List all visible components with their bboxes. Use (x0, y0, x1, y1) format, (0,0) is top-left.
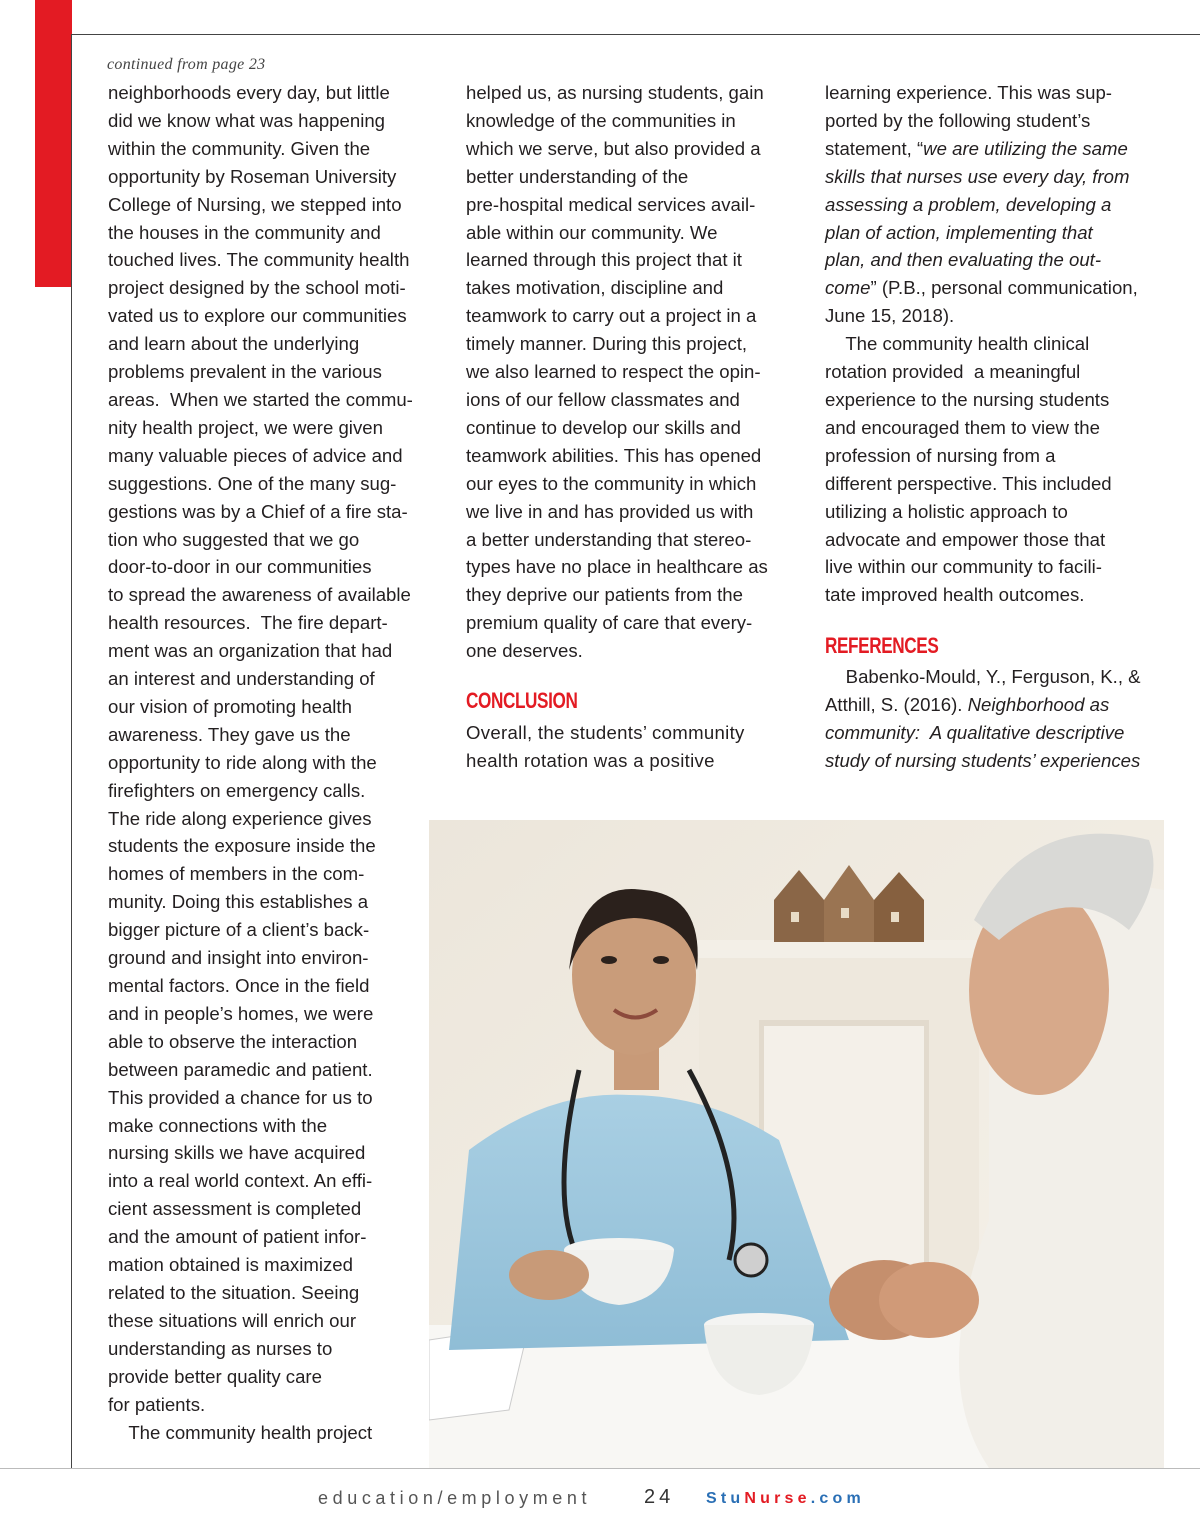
text-line: live within our community to facili- (825, 556, 1102, 578)
text-line: munity. Doing this establishes a (108, 891, 369, 913)
text-line: tate improved health outcomes. (825, 584, 1085, 606)
text-line: timely manner. During this project, (466, 333, 748, 355)
reference-title: Neighborhood as (967, 693, 1110, 715)
text-span: Atthill, S. (2016). (825, 693, 968, 715)
citation-text: ” (P.B., personal communication, (870, 277, 1138, 299)
text-line: firefighters on emergency calls. (108, 779, 366, 801)
text-line: premium quality of care that every- (466, 612, 753, 634)
text-line: one deserves. (466, 640, 583, 662)
text-line: many valuable pieces of advice and (108, 444, 403, 466)
text-line: homes of members in the com- (108, 863, 365, 885)
paragraph (825, 330, 1145, 609)
text-line: learning experience. This was sup- (825, 82, 1112, 103)
text-line: teamwork abilities. This has opened (466, 444, 762, 466)
text-line: ions of our fellow classmates and (466, 388, 740, 410)
text-span: statement, “ (825, 137, 924, 159)
text-line: between paramedic and patient. (108, 1058, 373, 1080)
text-line: pre-hospital medical services avail- (466, 193, 756, 215)
text-line: utilizing a holistic approach to (825, 500, 1068, 522)
text-line: cient assessment is completed (108, 1198, 362, 1220)
text-line: make connections with the (108, 1114, 328, 1136)
text-line: types have no place in healthcare as (466, 556, 768, 578)
page-number: 24 (644, 1486, 675, 1508)
text-line: provide better quality care (108, 1365, 322, 1387)
text-line: helped us, as nursing students, gain (466, 82, 764, 103)
text-line: they deprive our patients from the (466, 584, 743, 606)
text-line: The community health clinical (825, 333, 1090, 355)
column-2 (466, 79, 786, 665)
column-3 (825, 79, 1145, 609)
text-line: students the exposure inside the (108, 835, 376, 857)
references-heading: REFERENCES (825, 633, 939, 658)
text-line: we live in and has provided us with (466, 500, 754, 522)
references-list (825, 663, 1145, 775)
text-line: project designed by the school moti- (108, 277, 406, 299)
text-line (825, 135, 1145, 163)
text-line: gestions was by a Chief of a fire sta- (108, 500, 408, 522)
brand-part: Nurse (744, 1490, 811, 1507)
conclusion-heading: CONCLUSION (466, 688, 578, 713)
text-line: door-to-door in our communities (108, 556, 372, 578)
text-line: different perspective. This included (825, 472, 1112, 494)
text-line: ported by the following student’s (825, 109, 1091, 131)
text-line: within the community. Given the (108, 137, 371, 159)
brand-part: .com (810, 1490, 865, 1507)
nurse-patient-photo (429, 820, 1164, 1468)
footer-section: education/employment (318, 1488, 592, 1508)
text-line: touched lives. The community health (108, 249, 410, 271)
text-line: nursing skills we have acquired (108, 1142, 366, 1164)
text-line: able to observe the interaction (108, 1030, 358, 1052)
continued-note: continued from page 23 (107, 56, 266, 73)
column-1 (108, 79, 428, 1446)
reference-line (825, 691, 1145, 719)
text-line: The ride along experience gives (108, 807, 372, 829)
quote-text: we are utilizing the same (923, 137, 1128, 159)
text-line: related to the situation. Seeing (108, 1281, 360, 1303)
text-line: and the amount of patient infor- (108, 1226, 367, 1248)
text-line: knowledge of the communities in (466, 109, 736, 131)
text-line: continue to develop our skills and (466, 416, 741, 438)
text-line: better understanding of the (466, 165, 689, 187)
red-accent-bar (35, 0, 72, 287)
text-line: health resources. The fire depart- (108, 612, 388, 634)
top-rule (72, 34, 1200, 35)
conclusion-body (466, 719, 745, 775)
text-line: understanding as nurses to (108, 1337, 333, 1359)
left-rule (71, 34, 72, 1468)
text-line: our eyes to the community in which (466, 472, 757, 494)
text-line: opportunity to ride along with the (108, 751, 377, 773)
text-line: ment was an organization that had (108, 640, 393, 662)
text-line: problems prevalent in the various (108, 361, 382, 383)
quote-line: skills that nurses use every day, from (825, 165, 1130, 187)
text-line: This provided a chance for us to (108, 1086, 373, 1108)
text-line: Overall, the students’ community (466, 722, 745, 743)
text-line: takes motivation, discipline and (466, 277, 724, 299)
text-line: June 15, 2018). (825, 305, 955, 327)
text-line: bigger picture of a client’s back- (108, 919, 370, 941)
text-line: experience to the nursing students (825, 388, 1110, 410)
text-line (825, 274, 1145, 302)
text-line: to spread the awareness of available (108, 584, 411, 606)
text-line: we also learned to respect the opin- (466, 361, 761, 383)
quote-line: plan, and then evaluating the out- (825, 249, 1102, 271)
text-line: an interest and understanding of (108, 668, 375, 690)
text-line: these situations will enrich our (108, 1309, 357, 1331)
text-line: ground and insight into environ- (108, 947, 369, 969)
text-line: health rotation was a positive (466, 749, 715, 771)
brand-url (706, 1490, 865, 1508)
text-line: mation obtained is maximized (108, 1254, 353, 1276)
text-line: able within our community. We (466, 221, 718, 243)
text-line: vated us to explore our communities (108, 305, 407, 327)
text-line: and learn about the underlying (108, 333, 360, 355)
quote-text: come (825, 277, 871, 299)
brand-part: Stu (706, 1490, 745, 1507)
text-line: the houses in the community and (108, 221, 381, 243)
reference-title: community: A qualitative descriptive (825, 721, 1125, 743)
text-line: The community health project (108, 1421, 373, 1443)
text-line: a better understanding that stereo- (466, 528, 752, 550)
bottom-rule (0, 1468, 1200, 1469)
text-line: which we serve, but also provided a (466, 137, 761, 159)
quote-line: plan of action, implementing that (825, 221, 1093, 243)
text-line: profession of nursing from a (825, 444, 1056, 466)
text-line: for patients. (108, 1393, 206, 1415)
text-line: neighborhoods every day, but little (108, 82, 390, 103)
text-line: College of Nursing, we stepped into (108, 193, 402, 215)
text-line: teamwork to carry out a project in a (466, 305, 757, 327)
text-line: mental factors. Once in the field (108, 975, 370, 996)
text-line: tion who suggested that we go (108, 528, 360, 550)
text-line: our vision of promoting health (108, 695, 352, 717)
text-line: learned through this project that it (466, 249, 742, 271)
text-line: and encouraged them to view the (825, 416, 1100, 438)
text-line: into a real world context. An effi- (108, 1170, 373, 1192)
text-line: nity health project, we were given (108, 416, 383, 438)
text-line: opportunity by Roseman University (108, 165, 397, 187)
text-line: rotation provided a meaningful (825, 361, 1081, 383)
quote-line: assessing a problem, developing a (825, 193, 1112, 215)
text-line: did we know what was happening (108, 109, 386, 131)
text-line: areas. When we started the commu- (108, 388, 413, 410)
text-line: and in people’s homes, we were (108, 1002, 374, 1024)
text-line: advocate and empower those that (825, 528, 1106, 550)
text-line: suggestions. One of the many sug- (108, 472, 397, 494)
reference-line: Babenko-Mould, Y., Ferguson, K., & (825, 666, 1141, 687)
reference-title: study of nursing students’ experiences (825, 749, 1141, 771)
photo-illustration (429, 820, 1164, 1468)
text-line: awareness. They gave us the (108, 723, 351, 745)
